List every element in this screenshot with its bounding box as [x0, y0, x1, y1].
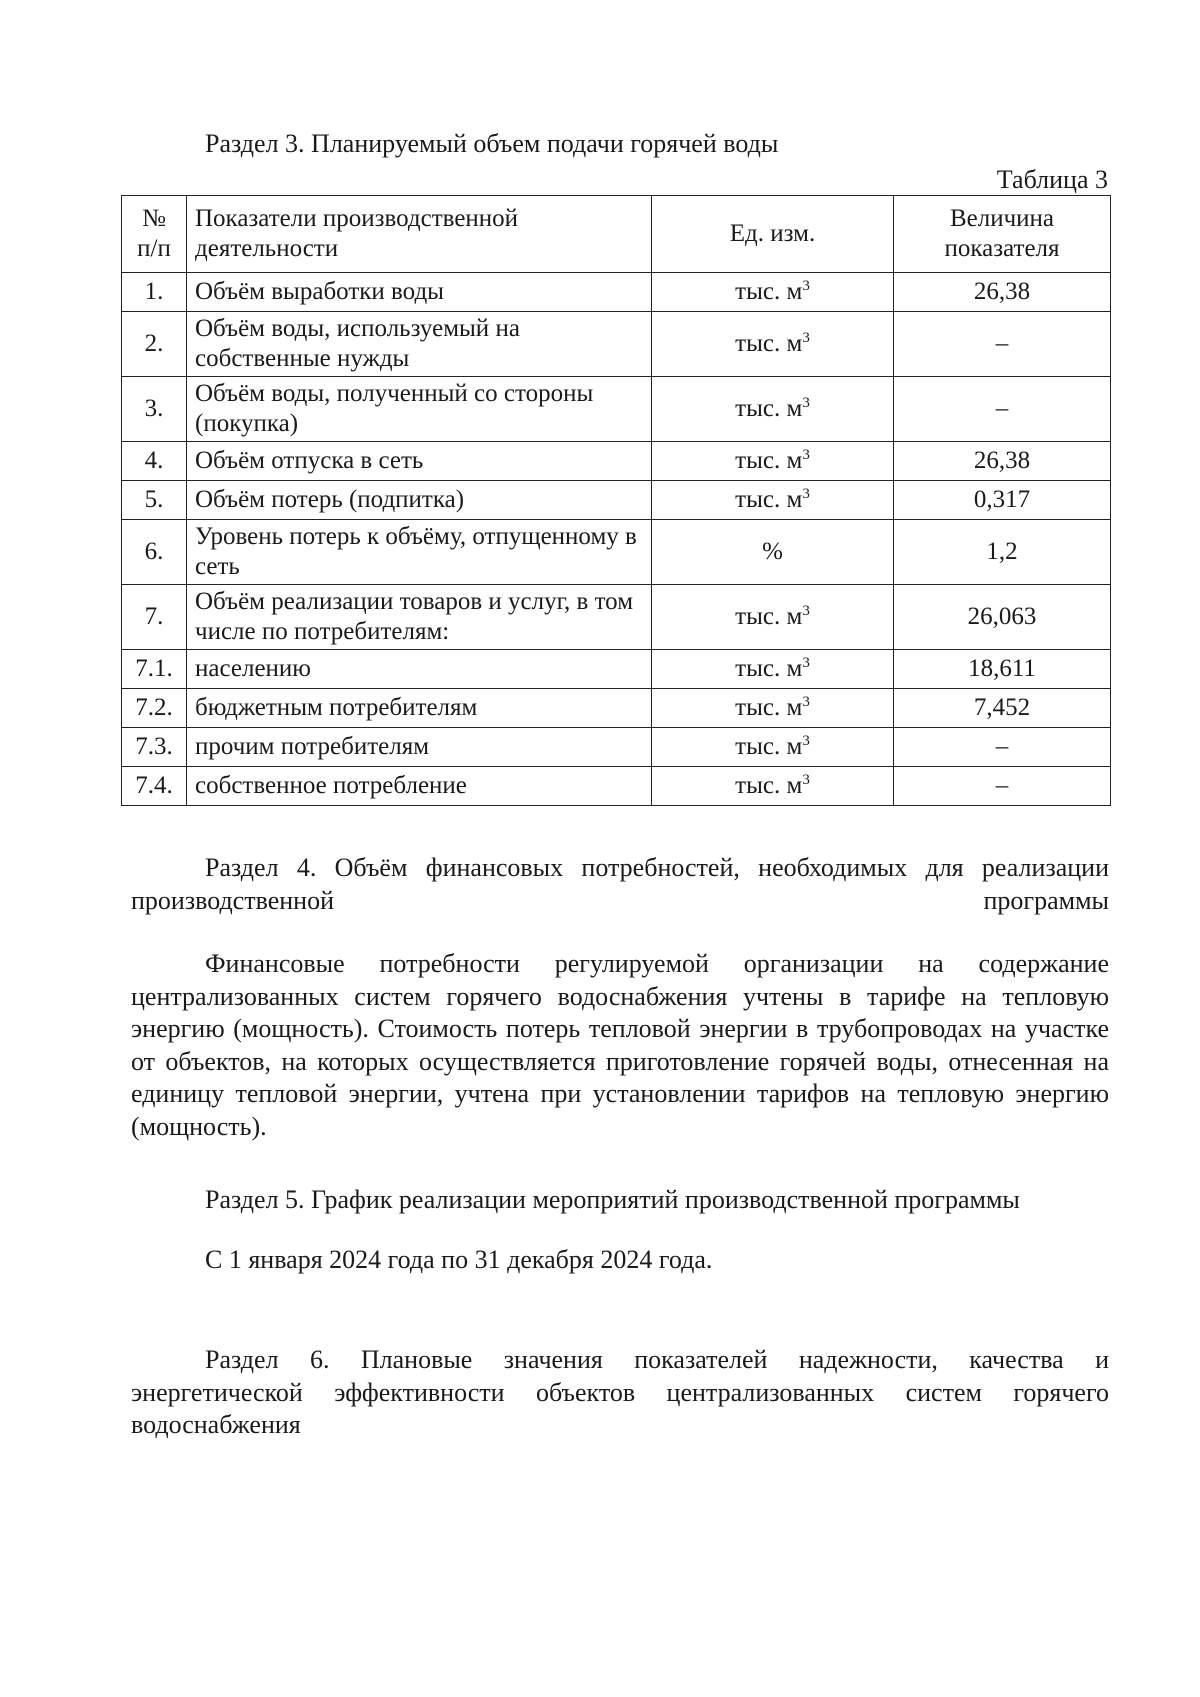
row-name: собственное потребление [187, 767, 652, 806]
unit-text: тыс. м [735, 603, 803, 630]
row-value: – [894, 312, 1111, 377]
unit-text: тыс. м [735, 733, 803, 760]
row-value: 0,317 [894, 481, 1111, 520]
table-row [122, 650, 1111, 689]
unit-superscript: 3 [802, 733, 810, 749]
row-unit [652, 650, 894, 689]
row-unit [652, 273, 894, 312]
unit-text: тыс. м [735, 447, 803, 474]
table-row [122, 689, 1111, 728]
unit-text: % [762, 538, 783, 565]
row-num: 7.1. [122, 650, 187, 689]
unit-superscript: 3 [802, 330, 810, 346]
row-value: 1,2 [894, 520, 1111, 585]
row-num: 3. [122, 377, 187, 442]
row-num: 4. [122, 442, 187, 481]
table-row [122, 481, 1111, 520]
unit-text: тыс. м [735, 655, 803, 682]
row-value: – [894, 728, 1111, 767]
row-unit [652, 728, 894, 767]
row-name: Объём выработки воды [187, 273, 652, 312]
table-row [122, 273, 1111, 312]
row-unit [652, 481, 894, 520]
section-6-title: Раздел 6. Плановые значения показателей надежности, качества и энергетической эффективности объектов централизованных систем горячего водоснабжения [131, 1345, 1109, 1439]
row-unit [652, 442, 894, 481]
unit-text: тыс. м [735, 278, 803, 305]
unit-text: тыс. м [735, 772, 803, 799]
unit-superscript: 3 [802, 694, 810, 710]
row-unit [652, 689, 894, 728]
row-unit [652, 520, 894, 585]
row-value: 26,063 [894, 585, 1111, 650]
table-row [122, 520, 1111, 585]
header-value: Величина показателя [894, 196, 1111, 273]
row-name: Объём отпуска в сеть [187, 442, 652, 481]
row-name: прочим потребителям [187, 728, 652, 767]
row-value: – [894, 767, 1111, 806]
table-row [122, 767, 1111, 806]
row-value: 26,38 [894, 273, 1111, 312]
row-num: 6. [122, 520, 187, 585]
row-name: Объём реализации товаров и услуг, в том числе по потребителям: [187, 585, 652, 650]
row-num: 7.4. [122, 767, 187, 806]
row-num: 7. [122, 585, 187, 650]
row-name: Уровень потерь к объёму, отпущенному в сеть [187, 520, 652, 585]
row-num: 7.3. [122, 728, 187, 767]
table-header-row [122, 196, 1111, 273]
section-5-title: Раздел 5. График реализации мероприятий производственной программы [205, 1185, 1020, 1214]
header-num: № п/п [122, 196, 187, 273]
section-4-title: Раздел 4. Объём финансовых потребностей, необходимых для реализации производственной программы [131, 853, 1109, 915]
section-4-body: Финансовые потребности регулируемой организации на содержание централизованных систем горячего водоснабжения учтены в тарифе на тепловую энергию (мощность). Стоимость потерь тепловой энергии в трубопроводах на участке от объектов, на которых осуществляется приготовление горячей воды, отнесенная на единицу тепловой энергии, учтена при установлении тарифов на тепловую энергию (мощность). [131, 949, 1109, 1141]
table-row [122, 377, 1111, 442]
header-name: Показатели производственной деятельности [187, 196, 652, 273]
table-row [122, 442, 1111, 481]
table-row [122, 728, 1111, 767]
unit-superscript: 3 [802, 486, 810, 502]
row-unit [652, 585, 894, 650]
row-num: 5. [122, 481, 187, 520]
unit-text: тыс. м [735, 694, 803, 721]
production-indicators-table [121, 195, 1111, 806]
unit-superscript: 3 [802, 395, 810, 411]
table-row [122, 585, 1111, 650]
header-unit: Ед. изм. [652, 196, 894, 273]
unit-text: тыс. м [735, 486, 803, 513]
unit-superscript: 3 [802, 447, 810, 463]
row-name: Объём воды, полученный со стороны (покупка) [187, 377, 652, 442]
section-3-title: Раздел 3. Планируемый объем подачи горячей воды [205, 129, 779, 158]
row-num: 7.2. [122, 689, 187, 728]
row-name: населению [187, 650, 652, 689]
table-body [122, 273, 1111, 806]
row-value: 18,611 [894, 650, 1111, 689]
row-name: Объём воды, используемый на собственные нужды [187, 312, 652, 377]
row-unit [652, 767, 894, 806]
unit-text: тыс. м [735, 330, 803, 357]
row-value: 7,452 [894, 689, 1111, 728]
row-unit [652, 377, 894, 442]
row-unit [652, 312, 894, 377]
table-row [122, 312, 1111, 377]
unit-superscript: 3 [802, 772, 810, 788]
unit-superscript: 3 [802, 603, 810, 619]
table-label: Таблица 3 [996, 165, 1108, 194]
row-name: бюджетным потребителям [187, 689, 652, 728]
unit-superscript: 3 [802, 655, 810, 671]
section-5-period: С 1 января 2024 года по 31 декабря 2024 года. [205, 1245, 713, 1274]
row-value: 26,38 [894, 442, 1111, 481]
unit-text: тыс. м [735, 395, 803, 422]
row-value: – [894, 377, 1111, 442]
row-num: 2. [122, 312, 187, 377]
row-name: Объём потерь (подпитка) [187, 481, 652, 520]
unit-superscript: 3 [802, 278, 810, 294]
row-num: 1. [122, 273, 187, 312]
